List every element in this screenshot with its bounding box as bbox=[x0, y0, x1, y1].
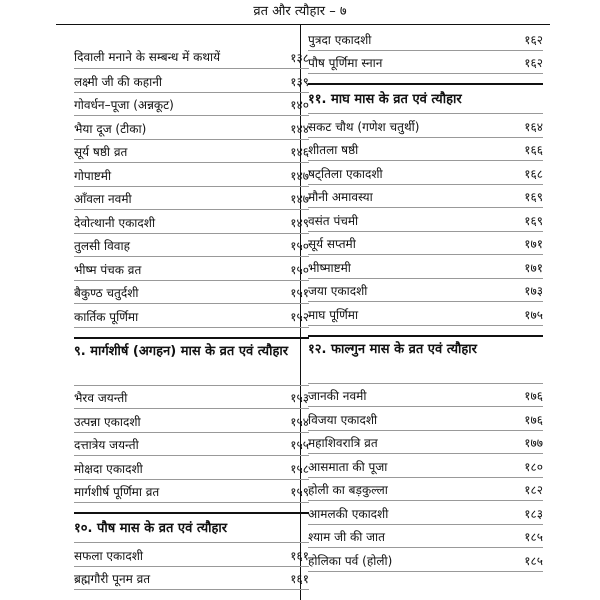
entry-page-number: १३९ bbox=[290, 74, 309, 89]
entry-title: भीष्म पंचक व्रत bbox=[74, 262, 142, 277]
entry-page-number: १७६ bbox=[524, 412, 543, 427]
toc-entry bbox=[74, 304, 309, 328]
entry-page-number: १८० bbox=[524, 459, 543, 474]
toc-entry bbox=[308, 548, 543, 572]
toc-entry bbox=[308, 279, 543, 303]
entry-page-number: १६९ bbox=[524, 213, 543, 228]
left-column bbox=[74, 27, 309, 590]
toc-entry bbox=[74, 69, 309, 93]
toc-entry bbox=[74, 140, 309, 164]
entry-title: सकट चौथ (गणेश चतुर्थी) bbox=[308, 119, 420, 134]
entry-page-number: १७७ bbox=[524, 436, 543, 450]
entry-page-number: १४४ bbox=[290, 121, 309, 136]
entry-page-number: १५५ bbox=[290, 438, 309, 452]
entry-title: श्याम जी की जात bbox=[308, 530, 385, 544]
entry-title: देवोत्थानी एकादशी bbox=[74, 215, 156, 230]
entry-page-number: १६२ bbox=[524, 56, 543, 70]
section-gap bbox=[74, 503, 309, 512]
toc-entry bbox=[74, 433, 309, 457]
toc-entry bbox=[308, 208, 543, 232]
entry-title: होली का बड़कुल्ला bbox=[308, 483, 388, 497]
entry-title: जानकी नवमी bbox=[308, 389, 367, 403]
entry-page-number: १४० bbox=[290, 98, 309, 112]
toc-entry bbox=[308, 255, 543, 279]
entry-page-number: १७१ bbox=[524, 260, 543, 275]
entry-page-number: १४७ bbox=[290, 192, 309, 206]
section-gap bbox=[308, 326, 543, 335]
toc-entry bbox=[74, 93, 309, 117]
entry-title: सूर्य षष्ठी व्रत bbox=[74, 145, 128, 159]
entry-page-number: १५४ bbox=[290, 414, 309, 429]
right-column bbox=[308, 27, 543, 572]
entry-title: दत्तात्रेय जयन्ती bbox=[74, 438, 139, 452]
entry-page-number: १७३ bbox=[524, 284, 543, 298]
section-heading: १२. फाल्गुन मास के व्रत एवं त्यौहार bbox=[308, 335, 543, 384]
entry-title: उत्पन्ना एकादशी bbox=[74, 414, 141, 429]
entry-title: शीतला षष्ठी bbox=[308, 143, 359, 157]
toc-entry bbox=[308, 114, 543, 138]
toc-entry bbox=[308, 525, 543, 549]
entry-title: भैरव जयन्ती bbox=[74, 391, 128, 405]
toc-entry bbox=[308, 232, 543, 256]
entry-page-number: १६४ bbox=[524, 119, 543, 134]
entry-title: बैकुण्ठ चतुर्दशी bbox=[74, 286, 139, 300]
toc-entry bbox=[74, 163, 309, 187]
toc-entry bbox=[74, 234, 309, 258]
toc-entry bbox=[308, 138, 543, 162]
toc-entry bbox=[74, 281, 309, 305]
top-rule bbox=[56, 24, 550, 25]
entry-page-number: १७५ bbox=[524, 307, 543, 322]
entry-title: महाशिवरात्रि व्रत bbox=[308, 436, 378, 450]
entry-title: दिवाली मनाने के सम्बन्ध में कथायें bbox=[74, 50, 221, 64]
entry-title: मार्गशीर्ष पूर्णिमा व्रत bbox=[74, 485, 160, 499]
toc-entry bbox=[74, 210, 309, 234]
entry-page-number: १५८ bbox=[290, 461, 309, 476]
entry-title: तुलसी विवाह bbox=[74, 239, 130, 253]
entry-page-number: १६१ bbox=[290, 548, 309, 563]
toc-entry bbox=[308, 302, 543, 326]
entry-title: लक्ष्मी जी की कहानी bbox=[74, 74, 163, 89]
section-heading: ११. माघ मास के व्रत एवं त्यौहार bbox=[308, 83, 543, 114]
toc-entry bbox=[74, 116, 309, 140]
toc-entry bbox=[74, 409, 309, 433]
entry-title: वसंत पंचमी bbox=[308, 213, 359, 228]
entry-page-number: १६९ bbox=[524, 190, 543, 204]
entry-title: गोपाष्टमी bbox=[74, 168, 112, 183]
entry-page-number: १५१ bbox=[290, 286, 309, 300]
toc-entry bbox=[308, 51, 543, 75]
entry-title: भीष्माष्टमी bbox=[308, 260, 351, 275]
toc-entry bbox=[74, 567, 309, 591]
entry-page-number: १४९ bbox=[290, 215, 309, 230]
entry-page-number: १४७ bbox=[290, 168, 309, 183]
toc-entry bbox=[74, 257, 309, 281]
entry-page-number: १३८ bbox=[290, 51, 309, 65]
section-heading: १०. पौष मास के व्रत एवं त्यौहार bbox=[74, 512, 309, 543]
entry-page-number: १८५ bbox=[524, 553, 543, 568]
toc-entry bbox=[308, 27, 543, 51]
toc-entry bbox=[308, 161, 543, 185]
entry-title: गोवर्धन–पूजा (अन्नकूट) bbox=[74, 98, 174, 112]
toc-entry bbox=[308, 501, 543, 525]
entry-title: षट्तिला एकादशी bbox=[308, 166, 383, 181]
entry-title: भैया दूज (टीका) bbox=[74, 121, 147, 136]
entry-title: मोक्षदा एकादशी bbox=[74, 461, 143, 476]
entry-title: सूर्य सप्तमी bbox=[308, 237, 356, 251]
entry-page-number: १७६ bbox=[524, 389, 543, 403]
entry-title: आमलकी एकादशी bbox=[308, 506, 389, 521]
entry-page-number: १८५ bbox=[524, 530, 543, 544]
toc-entry bbox=[74, 480, 309, 504]
entry-title: ब्रह्मगौरी पूनम व्रत bbox=[74, 572, 151, 586]
entry-title: जया एकादशी bbox=[308, 284, 368, 298]
entry-title: आँवला नवमी bbox=[74, 192, 132, 206]
toc-entry bbox=[74, 187, 309, 211]
entry-page-number: १७१ bbox=[524, 237, 543, 251]
entry-title: आसमाता की पूजा bbox=[308, 459, 388, 474]
entry-title: पुत्रदा एकादशी bbox=[308, 32, 372, 47]
entry-page-number: १५० bbox=[290, 239, 309, 253]
entry-title: सफला एकादशी bbox=[74, 548, 144, 563]
toc-entry bbox=[308, 384, 543, 408]
toc-entry bbox=[308, 185, 543, 209]
entry-page-number: १५९ bbox=[290, 485, 309, 499]
section-gap bbox=[308, 74, 543, 83]
entry-title: मौनी अमावस्या bbox=[308, 190, 373, 204]
section-gap bbox=[74, 328, 309, 337]
toc-entry bbox=[74, 27, 309, 69]
entry-page-number: १५० bbox=[290, 262, 309, 277]
entry-page-number: १५२ bbox=[290, 309, 309, 324]
entry-title: पौष पूर्णिमा स्नान bbox=[308, 56, 383, 70]
entry-page-number: १४६ bbox=[290, 145, 309, 159]
entry-title: विजया एकादशी bbox=[308, 412, 378, 427]
entry-page-number: १८३ bbox=[524, 506, 543, 521]
entry-page-number: १६६ bbox=[524, 143, 543, 157]
entry-page-number: १८२ bbox=[524, 483, 543, 497]
entry-title: कार्तिक पूर्णिमा bbox=[74, 309, 139, 324]
entry-page-number: १६२ bbox=[524, 32, 543, 47]
toc-entry bbox=[74, 386, 309, 410]
entry-title: माघ पूर्णिमा bbox=[308, 307, 359, 322]
toc-entry bbox=[74, 543, 309, 567]
entry-page-number: १६८ bbox=[524, 166, 543, 181]
entry-page-number: १६१ bbox=[290, 572, 309, 586]
entry-title: होलिका पर्व (होली) bbox=[308, 553, 393, 568]
running-head: व्रत और त्यौहार – ७ bbox=[253, 4, 347, 19]
entry-page-number: १५३ bbox=[290, 391, 309, 405]
section-heading: ९. मार्गशीर्ष (अगहन) मास के व्रत एवं त्यौहार bbox=[74, 337, 309, 386]
toc-entry bbox=[308, 454, 543, 478]
toc-entry bbox=[308, 431, 543, 455]
toc-entry bbox=[74, 456, 309, 480]
toc-entry bbox=[308, 478, 543, 502]
toc-entry bbox=[308, 407, 543, 431]
